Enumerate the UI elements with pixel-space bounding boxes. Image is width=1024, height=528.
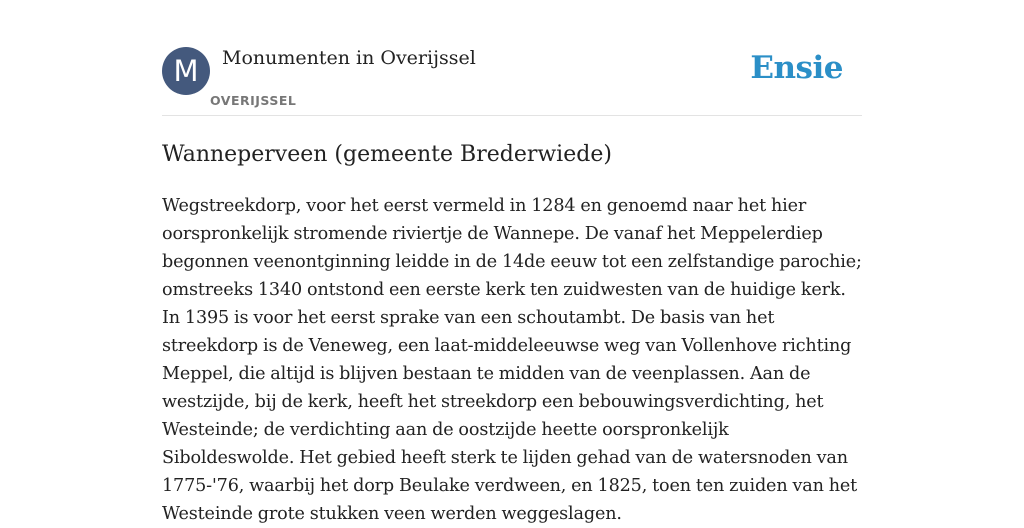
avatar[interactable]: M	[162, 47, 210, 95]
site-title-link[interactable]: Monumenten in Overijssel	[222, 47, 476, 69]
category-label[interactable]: OVERIJSSEL	[210, 93, 297, 108]
site-header	[162, 46, 862, 116]
brand-logo[interactable]: Ensie	[750, 50, 843, 86]
article-title: Wanneperveen (gemeente Brederwiede)	[162, 142, 612, 167]
header-divider	[162, 115, 862, 116]
article-body: Wegstreekdorp, voor het eerst vermeld in 1284 en genoemd naar het hier oorspronkelijk stromende riviertje de Wannepe. De vanaf het Meppelerdiep begonnen veenontginning leidde in de 14de eeuw tot een zelfstandige parochie; omstreeks 1340 ontstond een eerste kerk ten zuidwesten van de huidige kerk. In 1395 is voor het eerst sprake van een schoutambt. De basis van het streekdorp is de Veneweg, een laat-middeleeuwse weg van Vollenhove richting Meppel, die altijd is blijven bestaan te midden van de veenplassen. Aan de westzijde, bij de kerk, heeft het streekdorp een bebouwingsverdichting, het Westeinde; de verdichting aan de oostzijde heette oorspronkelijk Siboldeswolde. Het gebied heeft sterk te lijden gehad van de watersnoden van 1775-'76, waarbij het dorp Beulake verdween, en 1825, toen ten zuiden van het Westeinde grote stukken veen werden weggeslagen.	[162, 196, 862, 524]
